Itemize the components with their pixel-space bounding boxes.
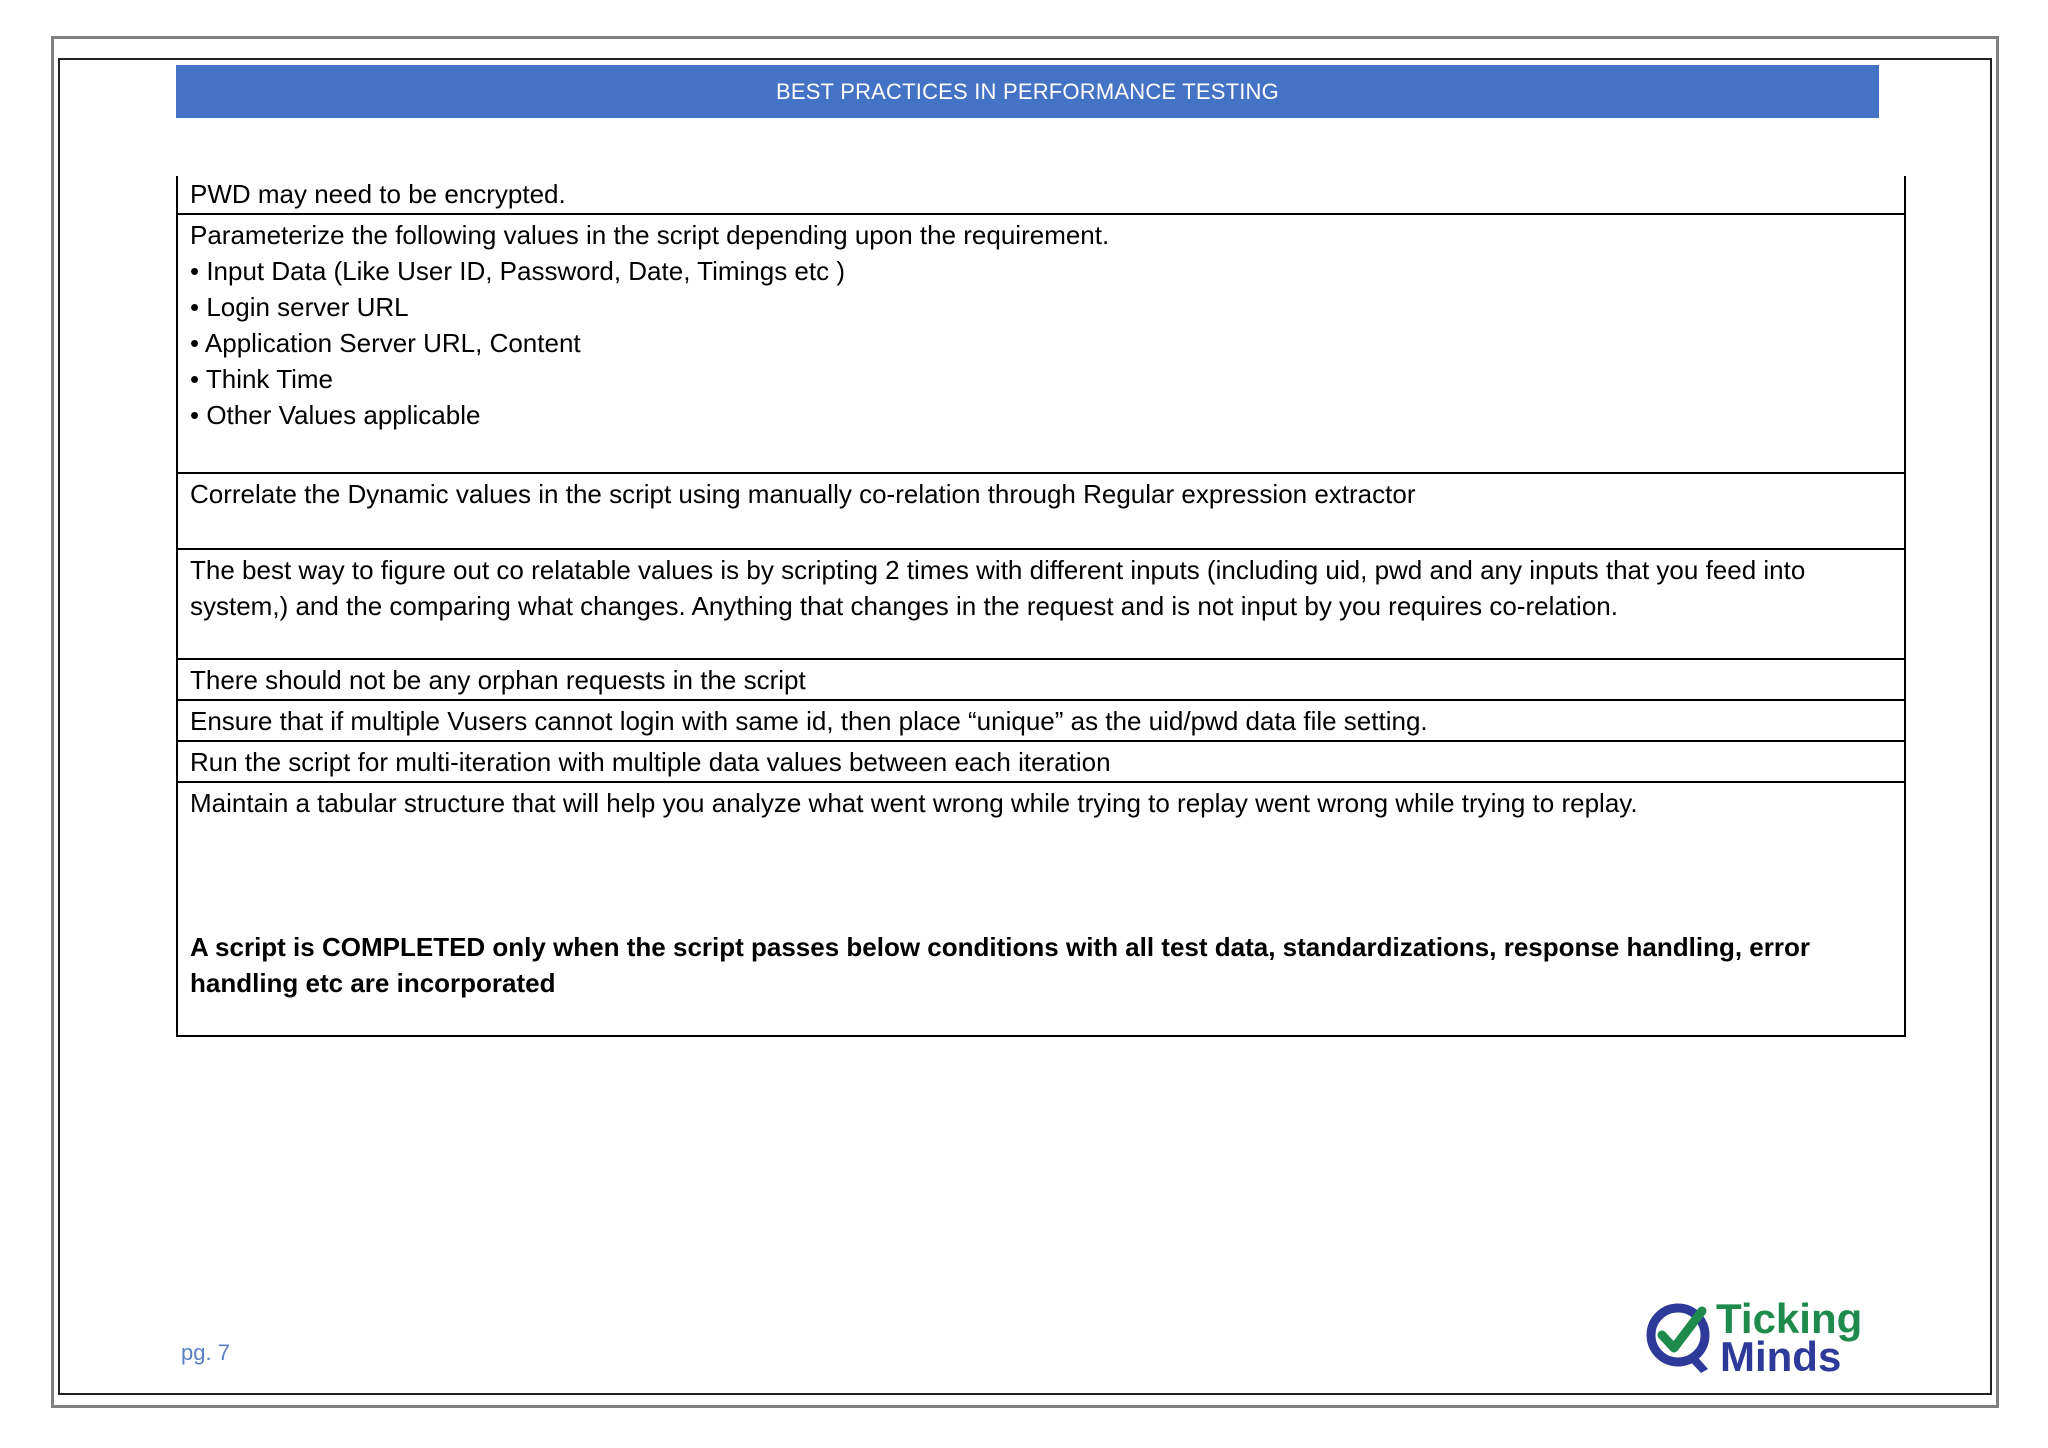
list-item: • Think Time <box>190 364 333 394</box>
table-row <box>178 474 1904 550</box>
row-text: Ensure that if multiple Vusers cannot login with same id, then place “unique” as the uid/pwd data file setting. <box>190 706 1428 736</box>
table-row <box>178 783 1904 1037</box>
table-row <box>178 742 1904 783</box>
row-spacer <box>190 821 1892 929</box>
table-row <box>178 701 1904 742</box>
list-item: • Other Values applicable <box>190 400 481 430</box>
content-table <box>176 176 1906 1037</box>
ticking-minds-logo <box>1646 1297 1876 1377</box>
row-text: Maintain a tabular structure that will help you analyze what went wrong while trying to replay went wrong while trying to replay. <box>190 788 1638 818</box>
logo-text-minds: Minds <box>1720 1333 1842 1377</box>
row-bold-text <box>190 929 1892 1001</box>
header-band <box>176 65 1879 118</box>
row-intro: Parameterize the following values in the script depending upon the requirement. <box>190 220 1110 250</box>
row-text: Run the script for multi-iteration with multiple data values between each iteration <box>190 747 1111 777</box>
list-item: • Input Data (Like User ID, Password, Date, Timings etc ) <box>190 256 846 286</box>
table-row <box>178 176 1904 215</box>
header-title: BEST PRACTICES IN PERFORMANCE TESTING <box>776 78 1279 104</box>
logo-text-ticking: Ticking <box>1716 1297 1863 1342</box>
row-text: Correlate the Dynamic values in the script using manually co-relation through Regular expression extractor <box>190 479 1416 509</box>
row-text: There should not be any orphan requests in the script <box>190 665 806 695</box>
row-text: The best way to figure out co relatable values is by scripting 2 times with different inputs (including uid, pwd and any inputs that you feed into system,) and the comparing what changes. Anything that changes in the request and is not input by you requires co-relation. <box>190 555 1806 621</box>
table-row <box>178 215 1904 474</box>
table-row <box>178 660 1904 701</box>
list-item: • Application Server URL, Content <box>190 328 581 358</box>
logo-check-icon <box>1662 1311 1702 1348</box>
list-item: • Login server URL <box>190 292 409 322</box>
row-text: PWD may need to be encrypted. <box>190 179 566 209</box>
table-row <box>178 550 1904 660</box>
bold-text: A script is COMPLETED only when the script passes below conditions with all test data, standardizations, response handling, error handling etc are incorporated <box>190 932 1810 998</box>
page-number: pg. 7 <box>181 1340 230 1365</box>
